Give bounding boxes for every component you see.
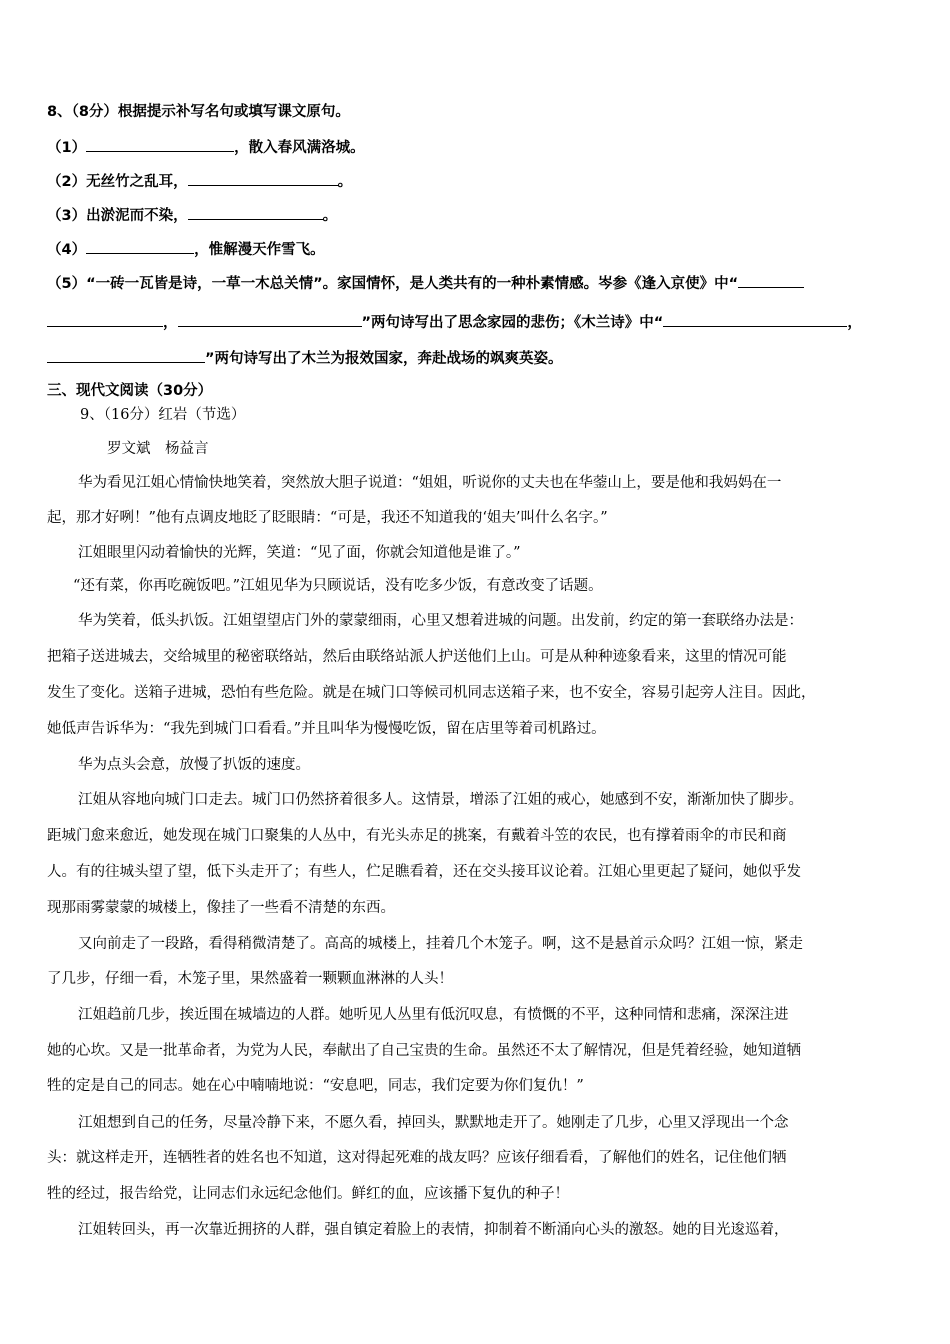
- passage-line: 现那雨雾蒙蒙的城楼上，像挂了一些看不清楚的东西。: [47, 900, 395, 916]
- passage-line: 人。有的往城头望了望，低下头走开了；有些人，伫足瞧看着，还在交头接耳议论着。江姐心里更起了疑问，她似乎发: [47, 864, 801, 880]
- answer-blank-5d[interactable]: [47, 347, 205, 363]
- q8-item-2: [47, 170, 352, 192]
- passage-line: 头：就这样走开，连牺牲者的姓名也不知道，这对得起死难的战友吗？应该仔细看看，了解他们的姓名，记住他们牺: [47, 1150, 787, 1166]
- q8-item-4-text: ，惟解漫天作雪飞。: [194, 242, 325, 258]
- q8-item-5-comma-1: ，: [163, 315, 178, 331]
- passage-line: 发生了变化。送箱子进城，恐怕有些危险。就是在城门口等候司机同志送箱子来，也不安全，容易引起旁人注目。因此，: [47, 685, 816, 701]
- passage-line: 牲的定是自己的同志。她在心中喃喃地说：“安息吧，同志，我们定要为你们复仇！”: [47, 1078, 584, 1094]
- passage-line: 江姐趋前几步，挨近围在城墙边的人群。她听见人丛里有低沉叹息，有愤慨的不平，这种同情和悲痛，深深注进: [78, 1007, 789, 1023]
- passage-line: 起，那才好咧！”他有点调皮地眨了眨眼睛：“可是，我还不知道我的‘姐夫’叫什么名字。”: [47, 510, 608, 526]
- q8-item-4-num: （4）: [47, 242, 87, 258]
- q8-item-3-text: （3）出淤泥而不染，: [47, 208, 188, 224]
- q8-item-5-comma-2: ，: [847, 315, 862, 331]
- passage-line: 牲的经过，报告给党，让同志们永远纪念他们。鲜红的血，应该播下复仇的种子！: [47, 1186, 569, 1202]
- answer-blank-2[interactable]: [188, 170, 338, 186]
- passage-line: 华为看见江姐心情愉快地笑着，突然放大胆子说道：“姐姐，听说你的丈夫也在华蓥山上，要是他和我妈妈在一: [78, 475, 782, 491]
- answer-blank-3[interactable]: [188, 204, 323, 220]
- answer-blank-1[interactable]: [86, 136, 234, 152]
- passage-line: 距城门愈来愈近，她发现在城门口聚集的人丛中，有光头赤足的挑案，有戴着斗笠的农民，也有撑着雨伞的市民和商: [47, 828, 787, 844]
- passage-line: 江姐转回头，再一次靠近拥挤的人群，强自镇定着脸上的表情，抑制着不断涌向心头的激怒。她的目光逡巡着，: [78, 1222, 789, 1238]
- q8-item-3-end: 。: [322, 208, 338, 224]
- answer-blank-5c[interactable]: [663, 311, 847, 327]
- passage-line: 江姐想到自己的任务，尽量冷静下来，不愿久看，掉回头，默默地走开了。她刚走了几步，心里又浮现出一个念: [78, 1115, 789, 1131]
- answer-blank-5a[interactable]: [738, 272, 804, 288]
- passage-line: 又向前走了一段路，看得稍微清楚了。高高的城楼上，挂着几个木笼子。啊，这不是悬首示众吗？江姐一惊，紧走: [78, 936, 803, 952]
- q8-item-1-num: （1）: [47, 140, 87, 156]
- q8-item-4: [47, 238, 325, 260]
- q8-item-5-line-3: [47, 347, 563, 369]
- q8-item-5-line-2: [47, 311, 862, 333]
- q8-item-5-text-c: ”两句诗写出了木兰为报效国家，奔赴战场的飒爽英姿。: [205, 351, 563, 367]
- passage-line: 把箱子送进城去，交给城里的秘密联络站，然后由联络站派人护送他们上山。可是从种种迹象看来，这里的情况可能: [47, 649, 787, 665]
- passage-line: 华为笑着，低头扒饭。江姐望望店门外的蒙蒙细雨，心里又想着进城的问题。出发前，约定的第一套联络办法是：: [78, 613, 803, 629]
- q8-header: 8、（8分）根据提示补写名句或填写课文原句。: [47, 104, 350, 120]
- passage-line: 她低声告诉华为：“我先到城门口看看。”并且叫华为慢慢吃饭，留在店里等着司机路过。: [47, 721, 606, 737]
- q8-item-3: [47, 204, 337, 226]
- q8-item-5-line-1: [47, 272, 804, 294]
- passage-line: 江姐眼里闪动着愉快的光辉，笑道：“见了面，你就会知道他是谁了。”: [78, 545, 521, 561]
- passage-line: 了几步，仔细一看，木笼子里，果然盛着一颗颗血淋淋的人头！: [47, 971, 453, 987]
- passage-line: 华为点头会意，放慢了扒饭的速度。: [78, 757, 310, 773]
- q8-item-1-text: ，散入春风满洛城。: [234, 140, 365, 156]
- q9-header: 9、（16分）红岩（节选）: [80, 407, 246, 423]
- q8-item-2-text: （2）无丝竹之乱耳，: [47, 174, 188, 190]
- q9-authors: 罗文斌 杨益言: [107, 441, 209, 457]
- q8-item-2-end: 。: [337, 174, 353, 190]
- answer-blank-5a-cont[interactable]: [47, 311, 163, 327]
- q8-item-1: [47, 136, 365, 158]
- passage-line: 江姐从容地向城门口走去。城门口仍然挤着很多人。这情景，增添了江姐的戒心，她感到不安，渐渐加快了脚步。: [78, 792, 803, 808]
- passage-line: “还有菜，你再吃碗饭吧。”江姐见华为只顾说话，没有吃多少饭，有意改变了话题。: [73, 578, 603, 594]
- passage-line: 她的心坎。又是一批革命者，为党为人民，奉献出了自己宝贵的生命。虽然还不太了解情况，但是凭着经验，她知道牺: [47, 1043, 801, 1059]
- answer-blank-5b[interactable]: [178, 311, 362, 327]
- q8-item-5-text-b: ”两句诗写出了思念家园的悲伤；《木兰诗》中“: [361, 315, 664, 331]
- section-3-title: 三、现代文阅读（30分）: [47, 383, 213, 399]
- answer-blank-4[interactable]: [86, 238, 194, 254]
- q8-item-5-text-a: （5）“一砖一瓦皆是诗，一草一木总关情”。家国情怀，是人类共有的一种朴素情感。岑参《逢入京使》中“: [47, 276, 739, 292]
